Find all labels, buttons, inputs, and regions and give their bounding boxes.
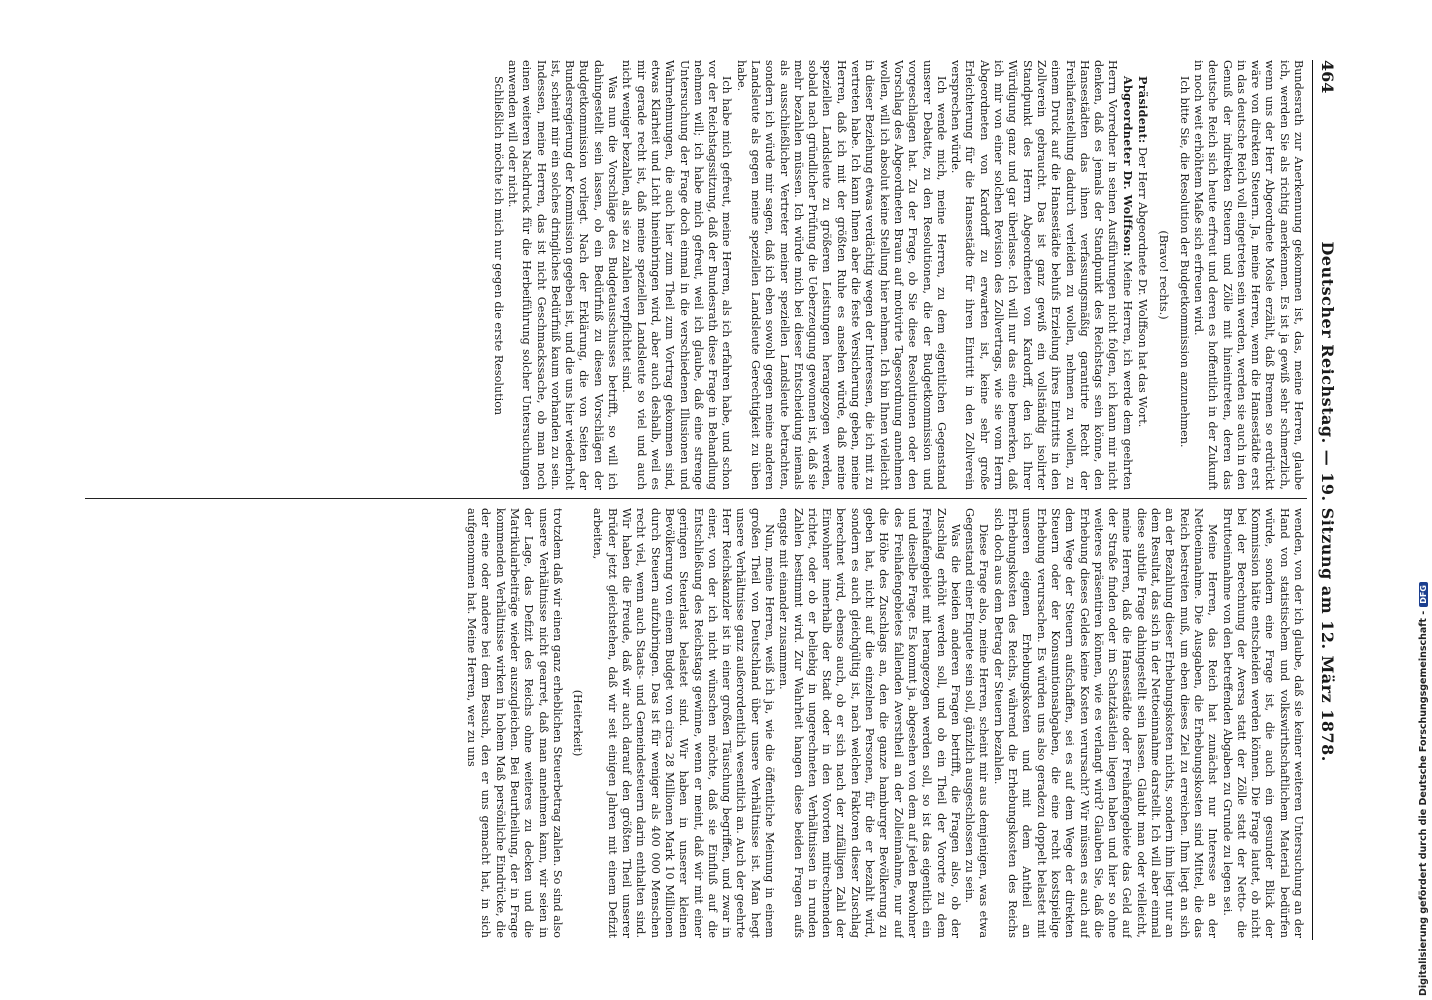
digitization-credit (1416, 6, 1430, 996)
page-title: Deutscher Reichstag. — 19. Sitzung am 12. März 1878. (1318, 241, 1337, 762)
speaker-paragraph (948, 60, 1135, 490)
page-header (1315, 60, 1337, 940)
speaker-text: Meine Herren, ich werde dem geehrten Herrn Vorredner in seinen Ausführungen nicht folgen, ich kann mir nicht denken, daß es jemals der Standpunkt des Reichstags sein könne, den Hansestädten das ihnen verfassungsmäßig garantirte Recht der Freihafenstellung dadurch verleiden zu wollen, nehmen zu wollen, zu einem Druck auf die Hansestädte behufs Erzielung ihres Eintritts in den Zollverein gebraucht. Das ist ganz gewiß ein vollständig isolirter Standpunkt des Herrn Abgeordneten von Kardorff, den ich Ihrer Würdigung ganz und gar überlasse. Ich will nur das eine bemerken, daß ich mir von einer solchen Revision des Zollvertrags, wie sie vom Herrn Abgeordneten von Kardorff zu erwarten ist, keine sehr große Erleichterung für die Hansestädte für ihren Eintritt in den Zollverein versprechen würde. (949, 60, 1134, 490)
paragraph: Was die beiden anderen Fragen betrifft, die Fragen also, ob der Zuschlag erhöht werden soll, und ob ein Theil der Vororte zu dem Freihafengebiet mit herangezogen werden soll, so ist das eigentlich ein und dieselbe Frage. Es kommt ja, abgesehen von dem auf jeden Bewohner des Freihafengebietes fallenden Averstheil an der Zolleinnahme, nur auf die Höhe des Zuschlags an, den die ganze hamburger Bevölkerung zu geben hat, nicht auf die einzelnen Personen, für die er bezahlt wird, sondern es auch gleichgültig ist, nach welchen Faktoren dieser Zuschlag berechnet wird, ebenso auch, ob er sich nach der zufälligen Zahl der Einwohner innerhalb der Stadt oder in den Vororten mitrechnenden richtet, oder ob er beliebig in ungerechneten Verhältnissen in runden Zahlen bestimmt wird. Zur Wahrheit hangen diese beiden Fragen aufs engste mit einander zusammen. (777, 508, 962, 938)
paragraph: wenden, von der ich glaube, daß sie keiner weiteren Untersuchung an der Hand von statistischem und volkswirthschaftlichem Material bedürfen würde, sondern eine Frage ist, die auch ein gesunder Blick der Kommission hätte entscheiden werden können. Die Frage lautet, ob nicht bei der Berechnung der Aversa statt der Zölle statt der Netto- die Bruttoeinnahme von den betreffenden Abgaben zu Grunde zu legen sei. (1220, 508, 1305, 938)
right-column (85, 508, 1305, 938)
paragraph: Ich bitte Sie, die Resolution der Budgetkommission anzunehmen. (1177, 76, 1191, 448)
scanned-page (55, 0, 1415, 980)
paragraph: Meine Herren, das Reich hat zunächst nur Interesse an der Nettoeinnahme. Die Ausgaben, die Erhebungskosten sind Mittel, die das Reich bestreiten muß, um eben dieses Ziel zu erreichen. Ihm liegt an sich an der Bezahlung dieser Erhebungskosten nichts, sondern ihm liegt nur an dem Resultat, das sich in der Nettoeinnahme darstellt. Ich will aber einmal diese subtile Frage dahingestellt sein lassen. Glaubt man oder vielleicht, meine Herren, daß die Hansestädte oder Freihafengebiete das Geld auf der Straße finden oder im Schatzkästlein liegen haben und hier so ohne weiteres präsentiren können, wie es verlangt wird? Glauben Sie, daß die Erhebung dieses Geldes keine Kosten verursacht? Wir müssen es auch auf dem Wege der Steuern aufschaffen, sei es auf dem Wege der direkten Steuern oder der Konsumtionsabgaben, die eine recht kostspielige Erhebung verursachen. Es würden uns also geradezu doppelt belastet mit unseren eigenen Erhebungskosten und mit dem Antheil an Erhebungskosten des Reichs, während die Erhebungskosten des Reichs sich doch aus dem Betrag der Steuern bezahlen. (991, 508, 1220, 938)
dfg-logo: DFG (1419, 582, 1428, 607)
paragraph: Schließlich möchte ich mich nur gegen die erste Resolution (491, 76, 505, 416)
paragraph: Nun, meine Herren, weiß ich ja, wie die öffentliche Meinung in einem großen Theil von Deutschland über unsere Verhältnisse ist. Man hegt unsere Verhältnisse ganz außerordentlich wesentlich an. Auch der geehrte Herr Reichskanzler ist in einer großen Täuschung begriffen, und zwar in einer, von der ich nicht wünschen möchte, daß sie Einfluß auf die Entschließung des Reichstags gewinne, wenn er meint, daß wir mit einer geringen Steuerlast belastet sind. Wir haben in unserer kleinen Bevölkerung von einem Budget von circa 28 Millionen Mark 10 Millionen durch Steuern aufzubringen. Das ist für weniger als 400 000 Menschen recht viel, wenn auch Staats- und Gemeindesteuern darin enthalten sind. Wir haben die Freude, daß wir auch darauf den größten Theil unserer Brüder jetzt gleichstehen, daß wir seit einigen Jahren mit einem Defizit arbeiten, (591, 508, 777, 938)
president-label: Präsident: (1136, 76, 1151, 144)
president-paragraph (1135, 60, 1150, 490)
column-divider (85, 498, 1307, 499)
president-text: Der Herr Abgeordnete Dr. Wolffson hat das Wort. (1136, 147, 1150, 428)
paragraph: Ich habe mich gefreut, meine Herren, als ich erfahren habe, und schon vor der Reichstagssitzung, daß der Bundesrath diese Frage in Behandlung nehmen will; ich habe mich gefreut, weil ich glaube, daß eine strenge Untersuchung der Frage doch einmal in die verschiedenen Illusionen und Wahrnehmungen, die auch hier zum Theil zum Vortrag gekommen sind, etwas Klarheit und Licht hineinbringen wird, aber auch deshalb, weil es mir gerade recht ist, daß meine speziellen Landsleute so viel und auch nicht weniger bezahlen, als sie zu zahlen verpflichtet sind. (620, 60, 734, 490)
paragraph: Ich wende mich, meine Herren, zu dem eigentlichen Gegenstand unserer Debatte, zu den Resolutionen, die der Budgetkommission und vorgeschlagen hat. Zu der Frage, ob Sie diese Resolutionen oder den Vorschlag des Abgeordneten Braun auf motivirte Tagesordnung annehmen wollen, will ich absolut keine Stellung hier nehmen. Ich bin Ihnen vielleicht in dieser Beziehung etwas verdächtig wegen der Interessen, die ich mit zu vertreten habe. Ich kann Ihnen aber die feste Versicherung geben, meine Herren, daß ich mit der größten Ruhe es ansehen würde, daß meine speziellen Landsleute zu größeren Leistungen herangezogen werden, sobald nach gründlicher Prüfung die Ueberzeugung gewonnen ist, daß sie mehr bezahlen müssen. Ich würde mich bei dieser Entscheidung niemals als ausschließlicher Vertreter meiner speziellen Landsleute betrachten, sondern ich würde mir sagen, daß ich eben sowohl gegen meine anderen Landsleute als gegen meine speziellen Landsleute Gerechtigkeit zu üben habe. (734, 60, 948, 490)
header-rule (1312, 60, 1313, 940)
paragraph: trotzdem daß wir einen ganz erheblichen Steuerbetrag zahlen. So sind also unsere Verhältnisse nicht gearret, daß man annehmen kann, wir seien in der Lage, das Defizit des Reichs ohne weiteres zu decken und die Matrikularbeiträge wieder auszugleichen. Bei Beurtheilung, der in Frage kommenden Verhältnisse wirken in hohem Maß persönliche Eindrücke, die der eine oder andere bei dem Besuch, den er uns gemacht hat, in sich aufgenommen hat. Meine Herren, wer zu uns (465, 508, 564, 938)
paragraph: Diese Frage also, meine Herren, scheint mir aus demjenigen, was etwa Gegenstand einer Enquete sein soll, gänzlich ausgeschlossen zu sein. (963, 508, 991, 938)
applause-note: (Bravo! rechts.) (1157, 230, 1171, 320)
credit-text: Digitalisierung gefördert durch die Deutsche Forschungsgemeinschaft - (1417, 610, 1429, 996)
laughter-note: (Heiterkeit) (571, 689, 585, 757)
paragraph: Bundesrath zur Anerkennung gekommen ist, das, meine Herren, glaube ich, werden Sie als richtig anerkennen. Es ist ja gewiß sehr schmerzlich, wenn uns der Herr Abgeordnete Mosle erzählt, daß Bremen so erdrückt wäre von direkten Steuern. Ja, meine Herren, wenn die Hansestädte erst in das deutsche Reich voll eingetreten sein werden, werden sie auch in den Genuß der indirekten Steuern und Zölle mit hineintreten, deren das deutsche Reich sich heute erfreut und deren es hoffentlich in der Zukunft in noch weit erhöhtem Maße sich erfreuen wird. (1191, 60, 1305, 490)
page-number: 464 (1318, 60, 1337, 94)
left-column (85, 60, 1305, 490)
speaker-label: Abgeordneter Dr. Wolffson: (1120, 76, 1135, 257)
paragraph: Was nun die Vorschläge des Budgetausschusses betrifft, so will ich dahingestellt sein lassen, ob ein Bedürfniß zu diesen Vorschlägen der Budgetkommission vorliegt. Nach der Erklärung, die von Seiten der Bundesregierung der Kommission gegeben ist, und die uns hier wiederholt ist, scheint mir ein solches dringliches Bedürfniß kaum vorhanden zu sein. Indessen, meine Herren, das ist nicht Geschmackssache, ob man noch einen weiteren Nachdruck für die Herbeiführung solcher Untersuchungen anwenden will oder nicht. (505, 60, 620, 490)
